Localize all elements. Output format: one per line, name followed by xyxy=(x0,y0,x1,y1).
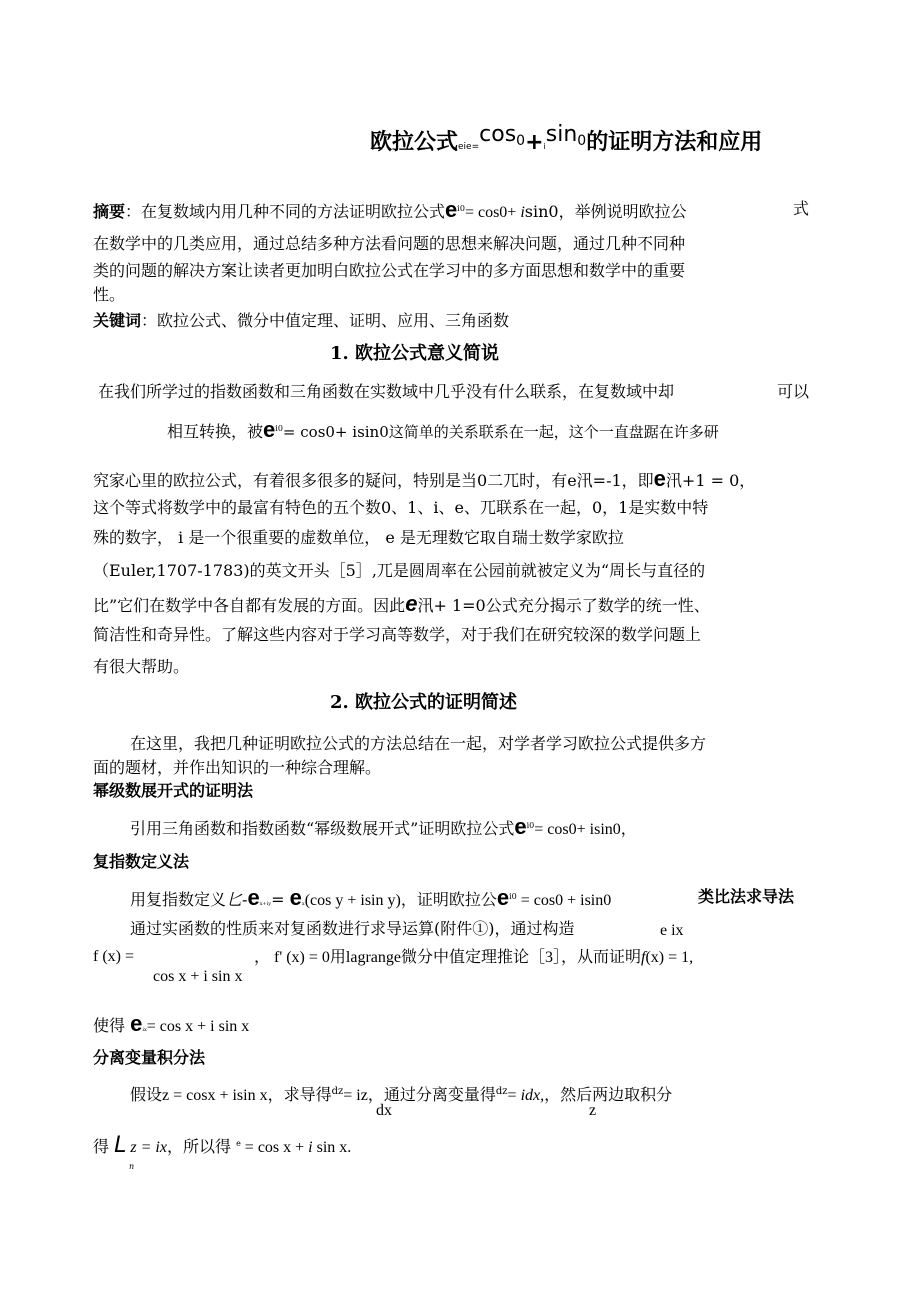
title-prefix: 欧拉公式 xyxy=(370,129,459,155)
paper-title xyxy=(370,118,762,164)
method-4-z: z xyxy=(589,1102,597,1119)
euler-e-symbol: e xyxy=(445,197,458,222)
method-4-dx: dx xyxy=(376,1102,392,1119)
m2-text: 用复指数定义 xyxy=(130,890,227,909)
s1-text: 汛+ 1=0公式充分揭示了数学的统一性、 xyxy=(417,596,710,615)
abstract-line-4: 性。 xyxy=(93,285,126,304)
m4-formula: sin x. xyxy=(312,1139,352,1156)
abstract-line-2: 在数学中的几类应用，通过总结多种方法看问题的思想来解决问题，通过几种不同种 xyxy=(93,234,686,253)
s1-line-8: 简洁性和奇异性。了解这些内容对于学习高等数学，对于我们在研究较深的数学问题上 xyxy=(93,625,702,644)
euler-exponent: i0 xyxy=(509,892,517,901)
abstract-line-1 xyxy=(93,198,687,224)
m4-text: = iz，通过分离变量得 xyxy=(343,1087,496,1104)
method-1-title: 幂级数展开式的证明法 xyxy=(93,781,254,800)
keywords-text: ：欧拉公式、微分中值定理、证明、应用、三角函数 xyxy=(141,311,510,330)
section-2-heading: 2. 欧拉公式的证明简述 xyxy=(330,692,518,713)
m4-text: ，然后两边取积分 xyxy=(544,1085,673,1104)
m3-formula: = cos x + i sin x xyxy=(146,1018,250,1035)
m2-symbol: 匕- xyxy=(226,890,248,909)
s1-line-5: 殊的数字， i 是一个很重要的虚数单位， e 是无理数它取自瑞士数学家欧拉 xyxy=(93,528,624,547)
section-1-heading: 1. 欧拉公式意义简说 xyxy=(330,343,500,364)
method-3-text: 通过实函数的性质来对复函数进行求导运算(附件①)，通过构造 xyxy=(130,919,575,938)
s1-text: 汛+1 = 0， xyxy=(665,471,756,490)
s1-line-1-end: 可以 xyxy=(777,382,810,401)
m4-text: ，所以得 xyxy=(166,1137,231,1156)
m4-idx: idx, xyxy=(520,1087,545,1104)
s2-intro-2: 面的题材，并作出知识的一种综合理解。 xyxy=(93,758,382,777)
m2-formula: = cos0 + isin0 xyxy=(516,892,612,909)
euler-e-symbol: e xyxy=(567,471,577,490)
s1-text: 比”它们在数学中各自都有发展的方面。因此 xyxy=(93,596,406,615)
imaginary-unit: i xyxy=(308,1139,313,1156)
s1-line-2 xyxy=(167,418,719,443)
euler-e-symbol: e xyxy=(653,466,666,491)
title-suffix: 的证明方法和应用 xyxy=(586,129,763,155)
euler-e-symbol: e xyxy=(247,885,260,910)
euler-exponent: x xyxy=(301,901,305,907)
method-1-text xyxy=(130,815,637,841)
m4-text: 假设z = cosx + isin x，求导得 xyxy=(130,1087,332,1104)
euler-e-symbol: e xyxy=(236,1139,241,1148)
euler-e-symbol: e xyxy=(289,885,302,910)
method-3-text-2 xyxy=(274,946,693,969)
euler-exponent: i0 xyxy=(526,821,535,830)
title-sub-zero-1: 0 xyxy=(516,133,526,149)
abstract-formula: = cos0+ xyxy=(464,204,521,221)
m4-formula: = cos x + xyxy=(240,1139,309,1156)
m4-dz: dz xyxy=(331,1086,344,1097)
m4-ix: ix xyxy=(155,1139,167,1156)
method-3-comma: ， xyxy=(254,947,271,966)
method-2-text xyxy=(130,886,611,915)
m3-formula: (x) = 1, xyxy=(645,949,694,966)
euler-e-symbol: e xyxy=(130,1011,143,1036)
m4-text: = xyxy=(507,1087,521,1104)
s1-line-6: （Euler,1707-1783)的英文开头［5］,兀是圆周率在公园前就被定义为“周长与直径的 xyxy=(93,561,706,580)
euler-exponent: i0 xyxy=(275,424,283,433)
euler-e-symbol: e xyxy=(263,417,276,442)
s1-line-1: 在我们所学过的指数函数和三角函数在实数域中几乎没有什么联系，在复数域中却 xyxy=(98,382,675,401)
euler-e-symbol: e xyxy=(405,591,418,616)
s1-text: 相互转换，被 xyxy=(167,422,264,441)
keywords-line xyxy=(93,310,509,332)
title-sub-zero-2: 0 xyxy=(577,133,587,149)
abstract-label: 摘要 xyxy=(93,202,126,221)
method-3-denominator: cos x + i sin x xyxy=(153,968,243,985)
title-sup-small: eie= xyxy=(458,142,480,152)
euler-exponent: x+iy xyxy=(259,901,272,907)
method-4-title: 分离变量积分法 xyxy=(93,1048,206,1067)
m1-formula: = cos0+ isin0， xyxy=(534,821,637,838)
method-3-numerator: e ix xyxy=(660,922,684,939)
keywords-label: 关键词 xyxy=(93,311,142,330)
method-2-title: 复指数定义法 xyxy=(93,852,190,871)
m4-text: 得 xyxy=(93,1137,110,1156)
euler-exponent: ix xyxy=(142,1027,147,1033)
abstract-text-cont: sin0，举例说明欧拉公 xyxy=(524,202,687,221)
method-3-title: 类比法求导法 xyxy=(698,887,795,906)
m2-text: = xyxy=(271,890,290,909)
euler-exponent: i0 xyxy=(457,204,465,213)
integral-symbol: L xyxy=(114,1133,127,1158)
s1-line-9: 有很大帮助。 xyxy=(93,657,190,676)
method-4-n: n xyxy=(129,1162,135,1171)
m3-text: f' (x) = 0用lagrange微分中值定理推论［3］，从而证明 xyxy=(274,949,641,966)
title-cos: cos xyxy=(479,122,517,147)
s1-formula-text: = cos0+ isin0这简单的关系联系在一起，这个一直盘踞在许多研 xyxy=(282,423,719,441)
abstract-text: ：在复数域内用几种不同的方法证明欧拉公式 xyxy=(125,202,446,221)
method-3-result xyxy=(93,1013,249,1041)
s1-text: 汛=-1，即 xyxy=(576,471,654,490)
s1-line-3 xyxy=(93,468,755,492)
m3-text: 使得 xyxy=(93,1016,126,1035)
abstract-line-1-end: 式 xyxy=(793,199,810,218)
m1-text: 引用三角函数和指数函数“幂级数展开式”证明欧拉公式 xyxy=(130,819,515,838)
s2-intro-1: 在这里，我把几种证明欧拉公式的方法总结在一起，对学者学习欧拉公式提供多方 xyxy=(130,734,707,753)
imaginary-unit: i xyxy=(520,204,525,221)
title-sub-i: i xyxy=(543,142,546,151)
s1-text: 究家心里的欧拉公式，有着很多很多的疑问，特别是当0二兀时，有 xyxy=(93,471,568,490)
method-3-fx: f (x) = xyxy=(93,948,135,965)
m4-dz: dz xyxy=(495,1086,508,1097)
m2-formula: (cos y + isin y)，证明欧拉公 xyxy=(304,892,497,909)
s1-line-4: 这个等式将数学中的最富有特色的五个数0、1、i、e、兀联系在一起，0，1是实数中特 xyxy=(93,498,709,517)
title-sin: sin xyxy=(545,122,578,147)
s1-line-7 xyxy=(93,593,710,617)
m3-f: f xyxy=(640,949,646,966)
euler-e-symbol: e xyxy=(496,885,510,910)
abstract-line-3: 类的问题的解决方案让读者更加明白欧拉公式在学习中的多方面思想和数学中的重要 xyxy=(93,261,686,280)
m4-formula: z = xyxy=(126,1139,156,1156)
euler-e-symbol: e xyxy=(514,814,527,839)
title-plus: + xyxy=(525,130,544,155)
